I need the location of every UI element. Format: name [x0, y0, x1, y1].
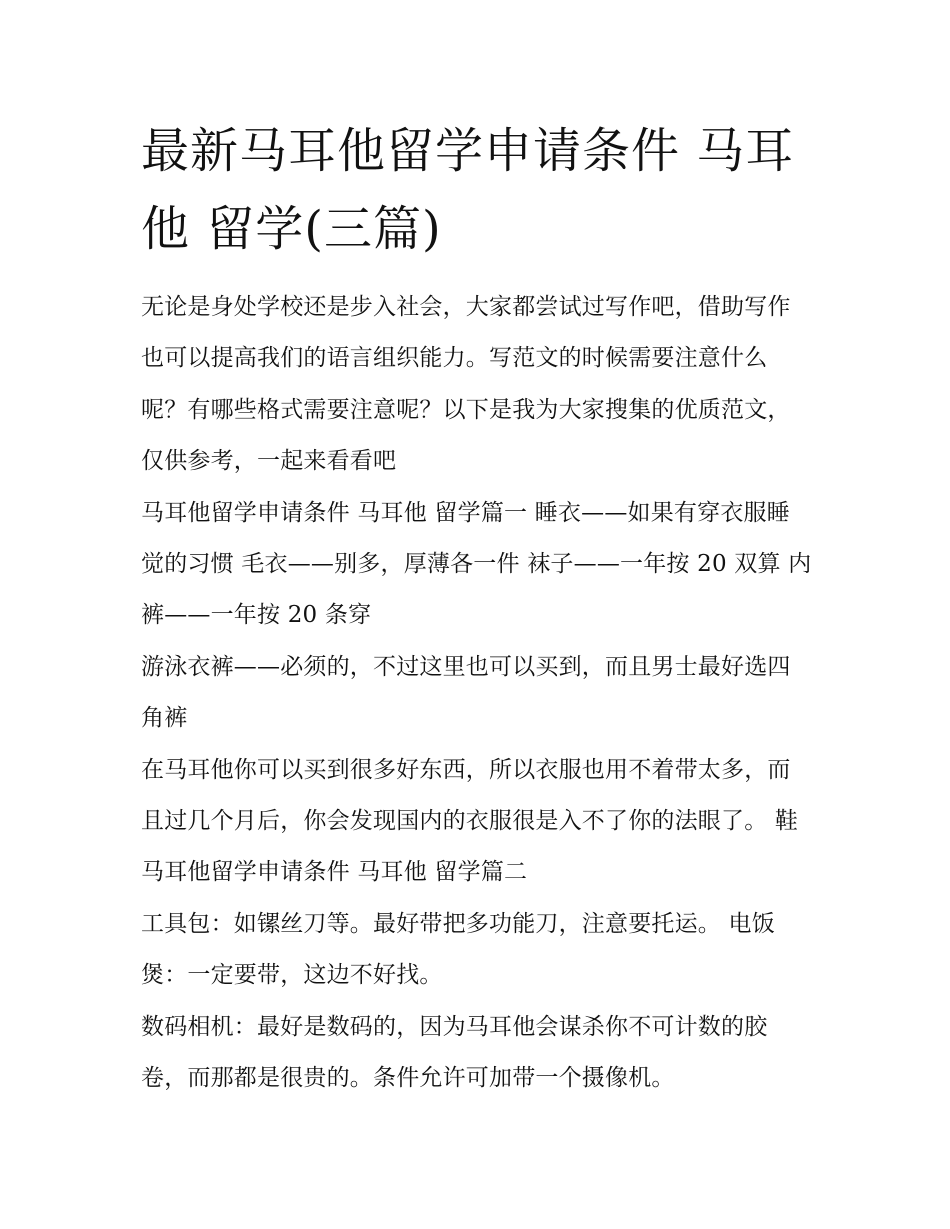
paragraph-tools: 工具包：如镙丝刀等。最好带把多功能刀，注意要托运。 电饭煲：一定要带，这边不好找。: [141, 910, 775, 989]
document-page: [141, 112, 813, 1105]
paragraph-buy-locally: 在马耳他你可以买到很多好东西，所以衣服也用不着带太多，而且过几个月后，你会发现国内的衣服很是入不了你的法眼了。 鞋 马耳他留学申请条件 马耳他 留学篇二: [141, 756, 799, 886]
paragraph-intro: 无论是身处学校还是步入社会，大家都尝试过写作吧，借助写作也可以提高我们的语言组织能力。写范文的时候需要注意什么呢？有哪些格式需要注意呢？以下是我为大家搜集的优质范文，仅供参考，一起来看看吧: [141, 294, 791, 475]
document-body: [141, 282, 813, 1105]
paragraph-part-one-clothes: 马耳他留学申请条件 马耳他 留学篇一 睡衣——如果有穿衣服睡觉的习惯 毛衣——别多，厚薄各一件 袜子——一年按 20 双算 内裤——一年按 20 条穿: [141, 499, 812, 629]
document-title: 最新马耳他留学申请条件 马耳他 留学(三篇): [141, 123, 795, 257]
paragraph-swimwear: 游泳衣裤——必须的，不过这里也可以买到，而且男士最好选四角裤: [141, 653, 791, 732]
paragraph-camera: 数码相机：最好是数码的，因为马耳他会谋杀你不可计数的胶卷，而那都是很贵的。条件允许可加带一个摄像机。: [141, 1013, 768, 1092]
